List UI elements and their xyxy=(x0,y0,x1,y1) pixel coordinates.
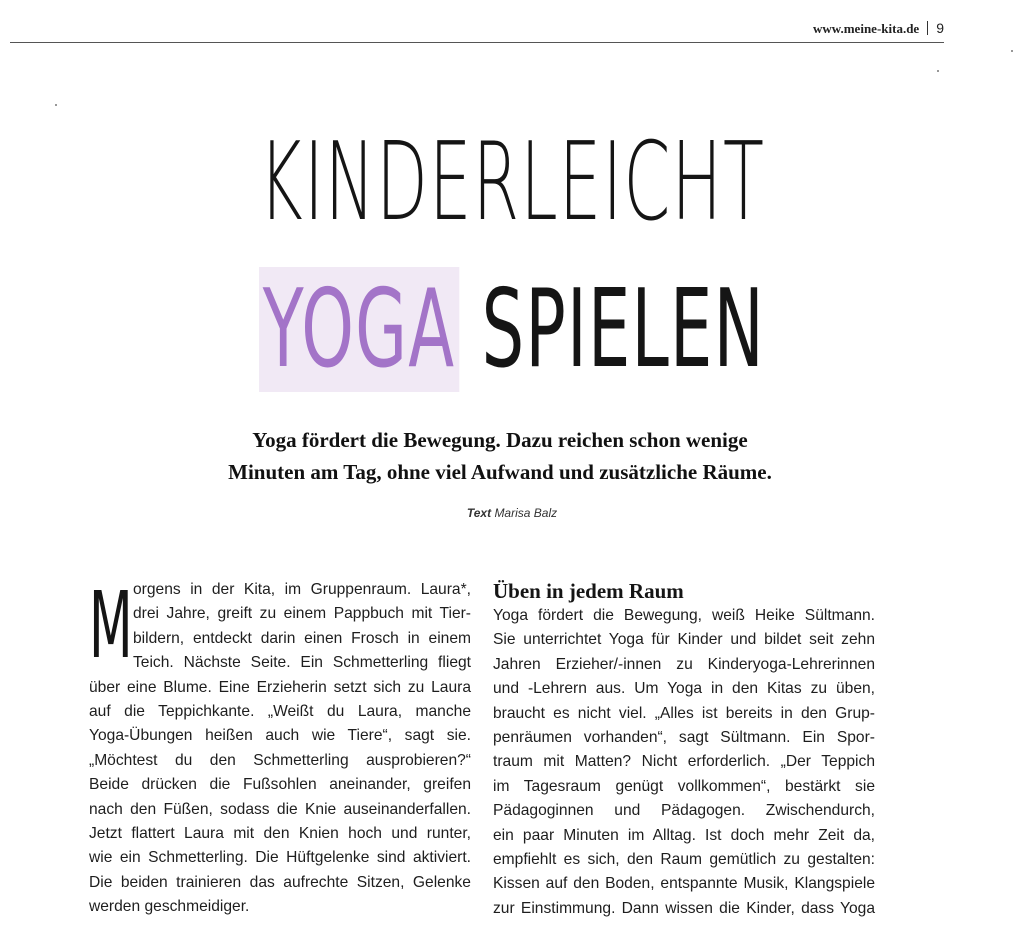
headline-line-1: KINDERLEICHT xyxy=(258,120,766,245)
body-line: traum mit Matten? Nicht erforderlich. „Der Teppich xyxy=(493,753,875,771)
lead-line: Minuten am Tag, ohne viel Aufwand und zusätzliche Räume. xyxy=(228,460,772,484)
scan-speck xyxy=(1011,50,1013,52)
body-line: Yoga-Übungen heißen auch wie Tiere“, sagt sie. xyxy=(89,727,471,745)
body-line: empfiehlt es sich, den Raum gemütlich zu gestalten: xyxy=(493,850,875,868)
scan-speck xyxy=(55,104,57,106)
body-line: im Tagesraum genügt vollkommen“, bestärkt sie xyxy=(493,777,875,795)
body-line: Die beiden trainieren das aufrechte Sitzen, Gelenke xyxy=(89,873,471,891)
header-rule xyxy=(10,42,944,43)
body-line: nach den Füßen, sodass die Knie auseinanderfallen. xyxy=(89,800,471,818)
right-column xyxy=(493,578,875,921)
body-line: Jahren Erzieher/-innen zu Kinderyoga-Lehrerinnen xyxy=(493,655,875,673)
scan-speck xyxy=(937,70,939,72)
section-subheading: Üben in jedem Raum xyxy=(493,579,684,603)
page-number: 9 xyxy=(936,20,944,36)
body-line: Pädagoginnen und Pädagogen. Zwischendurch, xyxy=(493,802,875,820)
header-separator xyxy=(927,21,928,35)
body-line: Sie unterrichtet Yoga für Kinder und bildet seit zehn xyxy=(493,631,875,649)
body-line: Yoga fördert die Bewegung, weiß Heike Sültmann. xyxy=(493,607,875,624)
body-line: „Möchtest du den Schmetterling ausprobieren?“ xyxy=(89,751,471,769)
author-credit xyxy=(0,506,1024,520)
body-line: über eine Blume. Eine Erzieherin setzt sich zu Laura xyxy=(89,678,471,696)
dropcap-letter: M xyxy=(89,572,133,679)
headline-line-2 xyxy=(0,265,1024,395)
credit-label: Text xyxy=(466,506,492,520)
body-line: penräumen vorhanden“, sagt Sültmann. Ein Spor- xyxy=(493,728,875,746)
website-url: www.meine-kita.de xyxy=(813,21,920,36)
credit-author: Marisa Balz xyxy=(494,506,558,520)
left-column xyxy=(89,572,471,919)
body-line: zur Einstimmung. Dann wissen die Kinder, dass Yoga xyxy=(493,899,875,917)
body-line: drei Jahre, greift zu einem Pappbuch mit Tier- xyxy=(133,605,471,623)
body-line: werden geschmeidiger. xyxy=(89,898,250,916)
body-line: braucht es nicht viel. „Alles ist bereits in den Grup- xyxy=(493,704,875,722)
first-paragraph xyxy=(89,572,471,919)
headline-highlight-word: YOGA xyxy=(259,267,459,392)
headline-line-2-rest: SPIELEN xyxy=(481,267,765,392)
body-line: Beide drücken die Fußsohlen aneinander, greifen xyxy=(89,776,471,794)
body-line: ein paar Minuten im Alltag. Ist doch mehr Zeit da, xyxy=(493,826,875,844)
page-header xyxy=(813,20,944,37)
lead-paragraph xyxy=(120,424,880,488)
body-line: Jetzt flattert Laura mit den Knien hoch und runter, xyxy=(89,824,471,842)
body-line: wie ein Schmetterling. Die Hüftgelenke sind aktiviert. xyxy=(89,849,471,867)
body-line: Teich. Nächste Seite. Ein Schmetterling fliegt xyxy=(133,654,471,672)
body-line: bildern, entdeckt darin einen Frosch in einem xyxy=(133,629,471,647)
body-line: Kissen auf den Boden, entspannte Musik, Klangspiele xyxy=(493,875,875,893)
body-line: auf die Teppichkante. „Weißt du Laura, manche xyxy=(89,702,471,720)
body-line: und -Lehrern aus. Um Yoga in den Kitas zu üben, xyxy=(493,680,875,698)
lead-line: Yoga fördert die Bewegung. Dazu reichen schon wenige xyxy=(252,428,748,452)
body-line: orgens in der Kita, im Gruppenraum. Laura*, xyxy=(133,581,471,598)
